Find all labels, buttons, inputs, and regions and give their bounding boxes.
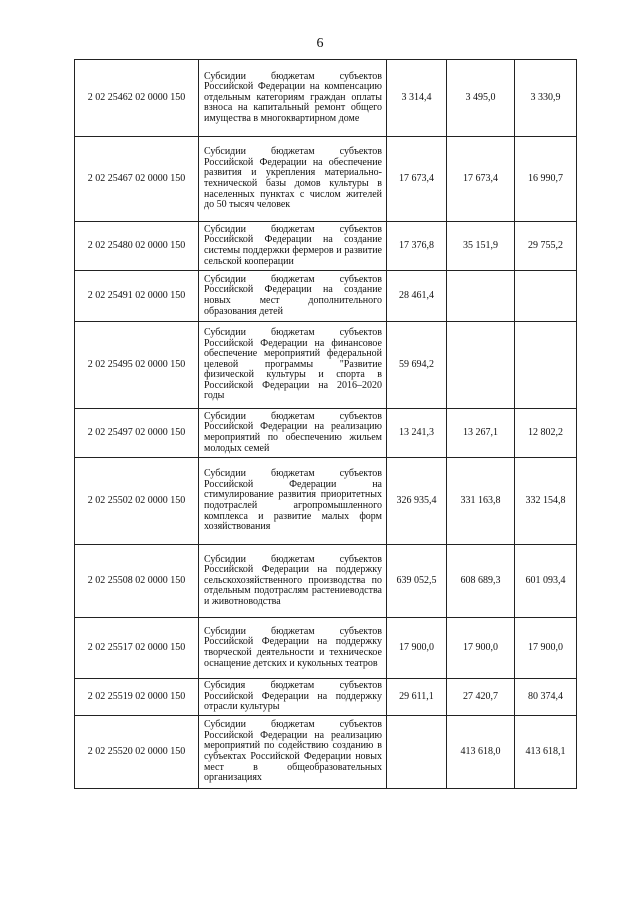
description-cell: Субсидии бюджетам субъектов Российской Федерации на поддержку творческой деятельности и техническое оснащение детских и кукольных театров — [199, 618, 387, 679]
budget-table — [74, 59, 577, 789]
value-year1-cell: 326 935,4 — [387, 458, 447, 545]
description-cell: Субсидии бюджетам субъектов Российской Федерации на обеспечение развития и укрепления материально-технической базы домов культуры в населенных пунктах с числом жителей до 50 тысяч человек — [199, 137, 387, 222]
value-year2-cell — [447, 322, 515, 409]
value-year3-cell: 16 990,7 — [515, 137, 577, 222]
value-year1-cell — [387, 716, 447, 789]
description-cell: Субсидии бюджетам субъектов Российской Федерации на реализацию мероприятий по обеспечению жильем молодых семей — [199, 409, 387, 458]
table-row — [75, 322, 577, 409]
value-year3-cell: 80 374,4 — [515, 679, 577, 716]
value-year3-cell: 17 900,0 — [515, 618, 577, 679]
value-year2-cell — [447, 271, 515, 322]
description-cell: Субсидии бюджетам субъектов Российской Федерации на поддержку сельскохозяйственного производства по отдельным подотраслям растениеводства и животноводства — [199, 545, 387, 618]
budget-code-cell: 2 02 25467 02 0000 150 — [75, 137, 199, 222]
value-year2-cell: 13 267,1 — [447, 409, 515, 458]
value-year2-cell: 35 151,9 — [447, 222, 515, 271]
value-year3-cell: 3 330,9 — [515, 60, 577, 137]
value-year3-cell — [515, 322, 577, 409]
table-row — [75, 222, 577, 271]
description-cell: Субсидия бюджетам субъектов Российской Федерации на поддержку отрасли культуры — [199, 679, 387, 716]
budget-code-cell: 2 02 25491 02 0000 150 — [75, 271, 199, 322]
value-year3-cell: 29 755,2 — [515, 222, 577, 271]
table-row — [75, 271, 577, 322]
description-cell: Субсидии бюджетам субъектов Российской Федерации на стимулирование развития приоритетных подотраслей агропромышленного комплекса и развитие малых форм хозяйствования — [199, 458, 387, 545]
budget-code-cell: 2 02 25517 02 0000 150 — [75, 618, 199, 679]
value-year2-cell: 413 618,0 — [447, 716, 515, 789]
value-year2-cell: 3 495,0 — [447, 60, 515, 137]
budget-code-cell: 2 02 25480 02 0000 150 — [75, 222, 199, 271]
value-year3-cell: 332 154,8 — [515, 458, 577, 545]
budget-code-cell: 2 02 25502 02 0000 150 — [75, 458, 199, 545]
value-year1-cell: 17 900,0 — [387, 618, 447, 679]
description-cell: Субсидии бюджетам субъектов Российской Федерации на компенсацию отдельным категориям граждан оплаты взноса на капитальный ремонт общего имущества в многоквартирном доме — [199, 60, 387, 137]
budget-code-cell: 2 02 25495 02 0000 150 — [75, 322, 199, 409]
value-year1-cell: 3 314,4 — [387, 60, 447, 137]
table-row — [75, 545, 577, 618]
value-year3-cell: 601 093,4 — [515, 545, 577, 618]
table-row — [75, 409, 577, 458]
value-year3-cell — [515, 271, 577, 322]
value-year2-cell: 27 420,7 — [447, 679, 515, 716]
budget-code-cell: 2 02 25497 02 0000 150 — [75, 409, 199, 458]
value-year1-cell: 17 673,4 — [387, 137, 447, 222]
value-year2-cell: 17 900,0 — [447, 618, 515, 679]
table-row — [75, 137, 577, 222]
table-row — [75, 60, 577, 137]
table-row — [75, 458, 577, 545]
description-cell: Субсидии бюджетам субъектов Российской Федерации на реализацию мероприятий по содействию созданию в субъектах Российской Федерации новых мест в общеобразовательных организациях — [199, 716, 387, 789]
value-year2-cell: 17 673,4 — [447, 137, 515, 222]
budget-code-cell: 2 02 25462 02 0000 150 — [75, 60, 199, 137]
budget-code-cell: 2 02 25519 02 0000 150 — [75, 679, 199, 716]
table-row — [75, 618, 577, 679]
description-cell: Субсидии бюджетам субъектов Российской Федерации на финансовое обеспечение мероприятий федеральной целевой программы "Развитие физической культуры и спорта в Российской Федерации на 2016–2020 годы — [199, 322, 387, 409]
value-year3-cell: 413 618,1 — [515, 716, 577, 789]
budget-table-container — [74, 59, 576, 789]
description-cell: Субсидии бюджетам субъектов Российской Федерации на создание системы поддержки фермеров и развитие сельской кооперации — [199, 222, 387, 271]
page-number: 6 — [316, 36, 324, 51]
table-row — [75, 679, 577, 716]
value-year2-cell: 608 689,3 — [447, 545, 515, 618]
value-year1-cell: 13 241,3 — [387, 409, 447, 458]
value-year1-cell: 59 694,2 — [387, 322, 447, 409]
description-cell: Субсидии бюджетам субъектов Российской Федерации на создание новых мест дополнительного образования детей — [199, 271, 387, 322]
table-row — [75, 716, 577, 789]
value-year1-cell: 29 611,1 — [387, 679, 447, 716]
value-year1-cell: 17 376,8 — [387, 222, 447, 271]
value-year1-cell: 28 461,4 — [387, 271, 447, 322]
value-year1-cell: 639 052,5 — [387, 545, 447, 618]
budget-code-cell: 2 02 25508 02 0000 150 — [75, 545, 199, 618]
value-year3-cell: 12 802,2 — [515, 409, 577, 458]
budget-code-cell: 2 02 25520 02 0000 150 — [75, 716, 199, 789]
value-year2-cell: 331 163,8 — [447, 458, 515, 545]
